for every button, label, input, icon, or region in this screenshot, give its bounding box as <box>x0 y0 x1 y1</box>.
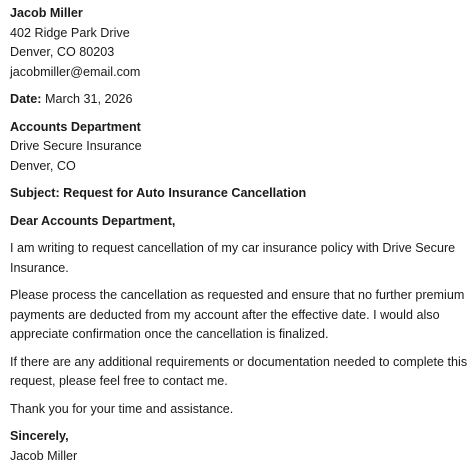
salutation: Dear Accounts Department, <box>10 213 176 228</box>
closing-sign-off: Sincerely, <box>10 429 69 443</box>
recipient-company: Drive Secure Insurance <box>10 139 142 153</box>
body-paragraph-1 <box>10 239 470 278</box>
salutation-block <box>10 212 470 232</box>
date-line <box>10 90 470 110</box>
body-paragraph-2 <box>10 286 470 345</box>
sender-name: Jacob Miller <box>10 6 83 20</box>
paragraph-text: Please process the cancellation as requested and ensure that no further premium payments are deducted from my account after the effective date. I would also appreciate confirmation once the cancellation is finalized. <box>10 288 465 341</box>
date-block <box>10 90 470 110</box>
sender-block <box>10 4 470 82</box>
paragraph-text: I am writing to request cancellation of my car insurance policy with Drive Secure Insurance. <box>10 241 456 275</box>
recipient-block <box>10 118 470 177</box>
recipient-department: Accounts Department <box>10 119 141 134</box>
paragraph-text: If there are any additional requirements or documentation needed to complete this request, please feel free to contact me. <box>10 354 468 388</box>
subject-block <box>10 184 470 204</box>
body-paragraph-4 <box>10 400 470 420</box>
letter-document <box>10 4 470 466</box>
recipient-city: Denver, CO <box>10 158 76 173</box>
subject-line: Subject: Request for Auto Insurance Cancellation <box>10 186 307 200</box>
date-label: Date: <box>10 92 42 106</box>
paragraph-text: Thank you for your time and assistance. <box>10 401 234 416</box>
closing-block <box>10 427 470 466</box>
sender-email: jacobmiller@email.com <box>10 64 141 79</box>
sender-address-line2: Denver, CO 80203 <box>10 45 115 59</box>
closing-name: Jacob Miller <box>10 448 78 463</box>
body-paragraph-3 <box>10 353 470 392</box>
date-value: March 31, 2026 <box>45 92 133 106</box>
sender-address-line1: 402 Ridge Park Drive <box>10 25 130 40</box>
